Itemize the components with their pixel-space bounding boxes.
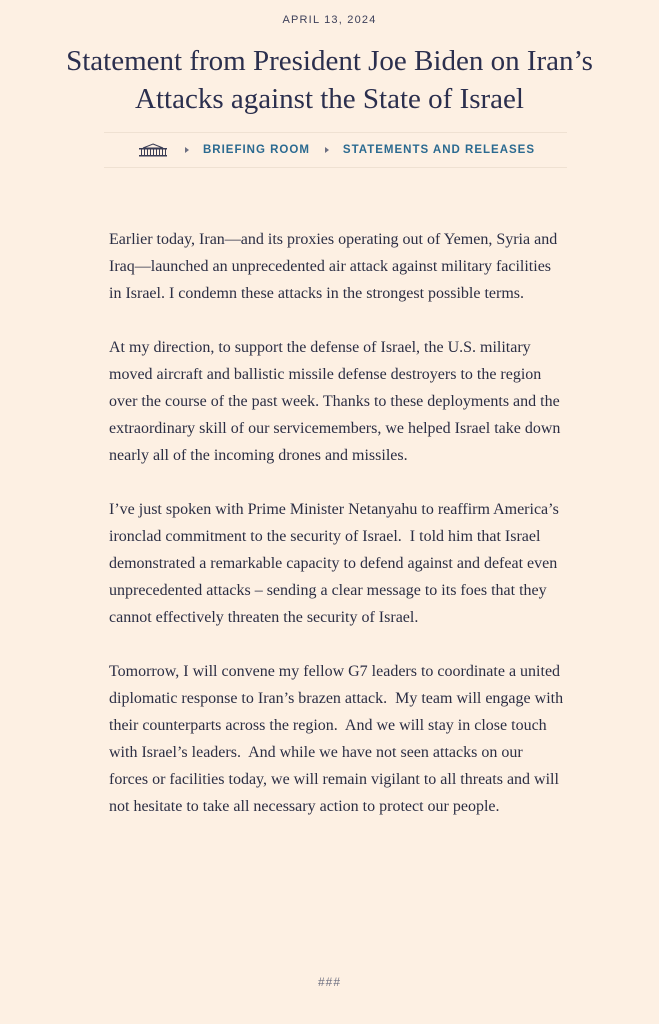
- paragraph-2: At my direction, to support the defense of Israel, the U.S. military moved aircraft and ballistic missile defense destroyers to the region over the course of the past week. Thanks to these deployments and the extraordinary skill of our servicemembers, we helped Israel take down nearly all of the incoming drones and missiles.: [109, 339, 561, 464]
- statement-body: [109, 226, 564, 847]
- breadcrumb-statements-and-releases[interactable]: STATEMENTS AND RELEASES: [342, 144, 536, 156]
- publish-date: APRIL 13, 2024: [282, 14, 377, 26]
- caret-right-icon: [325, 147, 329, 153]
- paragraph-4: Tomorrow, I will convene my fellow G7 leaders to coordinate a united diplomatic response to Iran’s brazen attack. My team will engage with their counterparts across the region. And we will stay in close touch with Israel’s leaders. And while we have not seen attacks on our forces or facilities today, we will remain vigilant to all threats and will not hesitate to take all necessary action to protect our people.: [109, 663, 564, 815]
- caret-right-icon: [185, 147, 189, 153]
- breadcrumb-briefing-room[interactable]: BRIEFING ROOM: [202, 144, 310, 156]
- end-mark: ###: [317, 975, 342, 989]
- paragraph-3: I’ve just spoken with Prime Minister Netanyahu to reaffirm America’s ironclad commitment to the security of Israel. I told him that Israel demonstrated a remarkable capacity to defend against and defeat even unprecedented attacks – sending a clear message to its foes that they cannot effectively threaten the security of Israel.: [109, 501, 559, 626]
- page-title: Statement from President Joe Biden on Iran’s Attacks against the State of Israel: [66, 45, 593, 115]
- paragraph-1: Earlier today, Iran—and its proxies operating out of Yemen, Syria and Iraq—launched an unprecedented air attack against military facilities in Israel. I condemn these attacks in the strongest possible terms.: [109, 231, 558, 302]
- breadcrumb: [104, 132, 567, 168]
- white-house-icon[interactable]: [136, 143, 170, 157]
